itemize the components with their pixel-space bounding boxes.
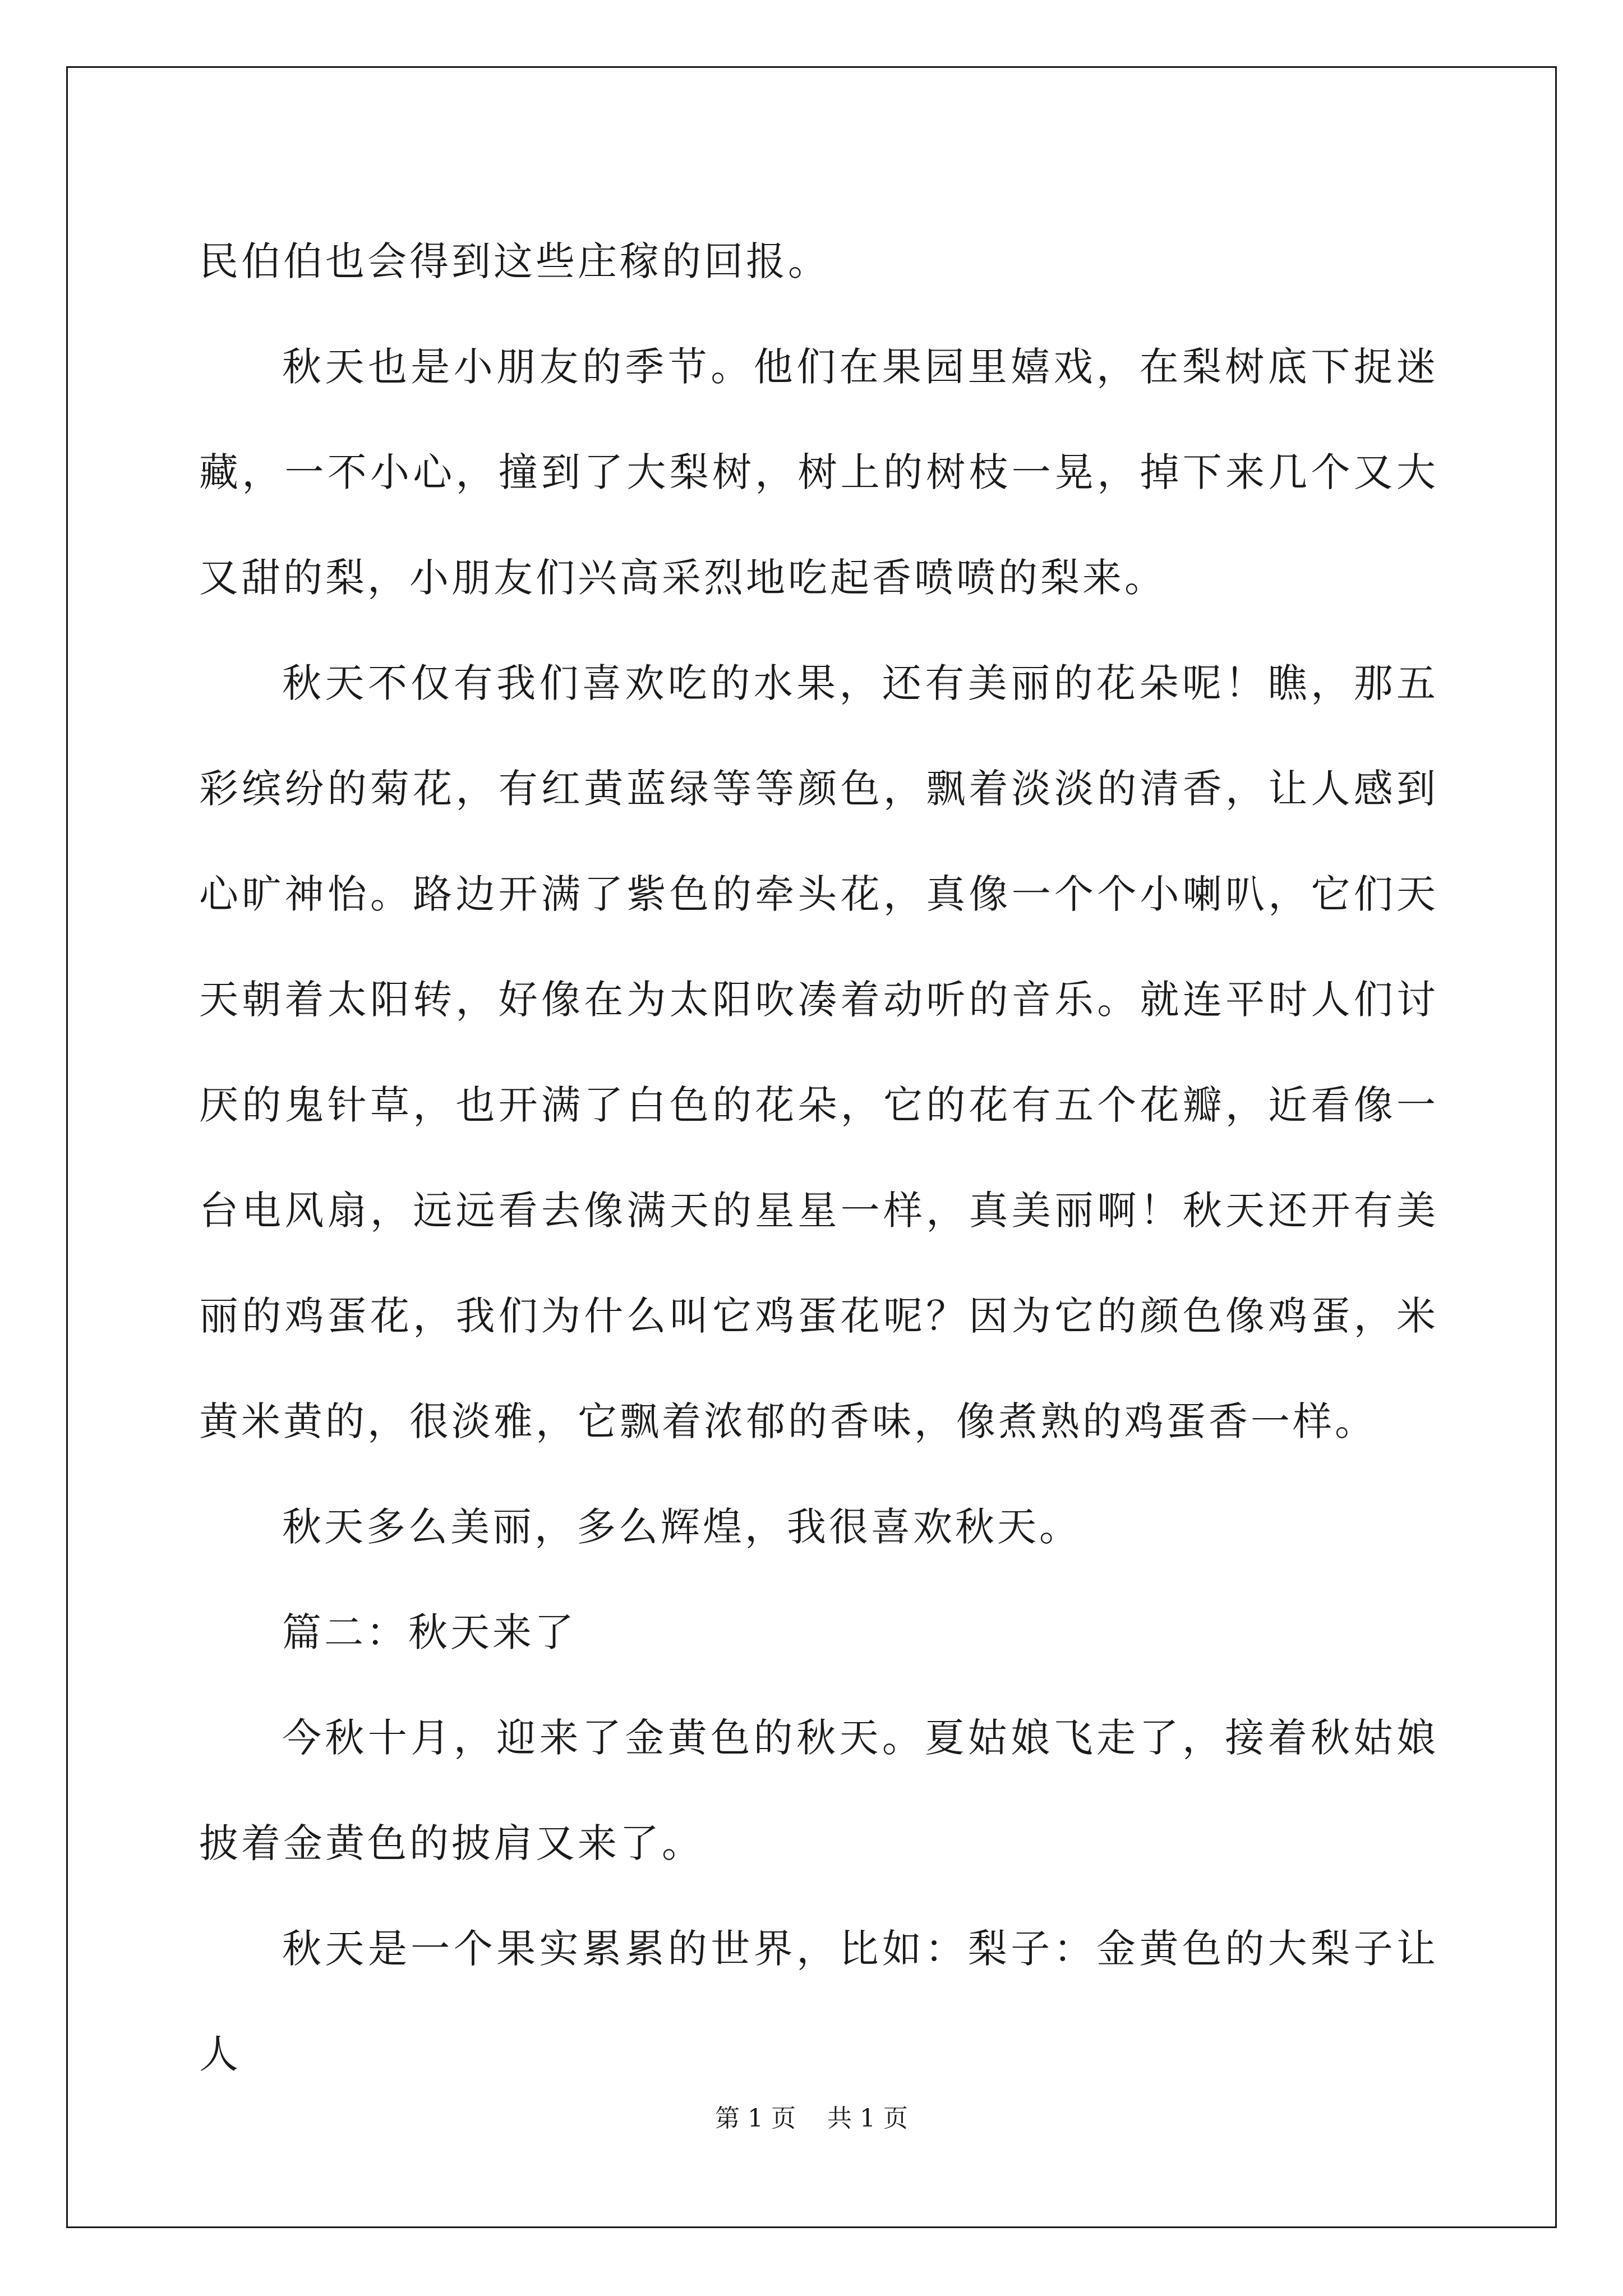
- document-body: [199, 209, 1438, 2107]
- paragraph-conclusion: 秋天多么美丽，多么辉煌，我很喜欢秋天。: [282, 1504, 1081, 1550]
- paragraph-october: 今秋十月，迎来了金黄色的秋天。夏姑娘飞走了，接着秋姑娘披着金黄色的披肩又来了。: [199, 1715, 1438, 1866]
- paragraph-continuation: 民伯伯也会得到这些庄稼的回报。: [199, 238, 830, 284]
- paragraph-children-season: 秋天也是小朋友的季节。他们在果园里嬉戏，在梨树底下捉迷藏，一不小心，撞到了大梨树，树上的树枝一晃，掉下来几个又大又甜的梨，小朋友们兴高采烈地吃起香喷喷的梨来。: [199, 344, 1438, 601]
- section-heading: 篇二：秋天来了: [282, 1609, 577, 1655]
- paragraph-fruits: 秋天是一个果实累累的世界，比如：梨子：金黄色的大梨子让人: [199, 1926, 1438, 2077]
- paragraph-flowers: 秋天不仅有我们喜欢吃的水果，还有美丽的花朵呢！瞧，那五彩缤纷的菊花，有红黄蓝绿等等颜色，飘着淡淡的清香，让人感到心旷神怡。路边开满了紫色的牵头花，真像一个个小喇叭，它们天天朝着太阳转，好像在为太阳吹凑着动听的音乐。就连平时人们讨厌的鬼针草，也开满了白色的花朵，它的花有五个花瓣，近看像一台电风扇，远远看去像满天的星星一样，真美丽啊！秋天还开有美丽的鸡蛋花，我们为什么叫它鸡蛋花呢？因为它的颜色像鸡蛋，米黄米黄的，很淡雅，它飘着浓郁的香味，像煮熟的鸡蛋香一样。: [199, 660, 1438, 1444]
- page-number-footer: 第 1 页 共 1 页: [715, 2104, 908, 2133]
